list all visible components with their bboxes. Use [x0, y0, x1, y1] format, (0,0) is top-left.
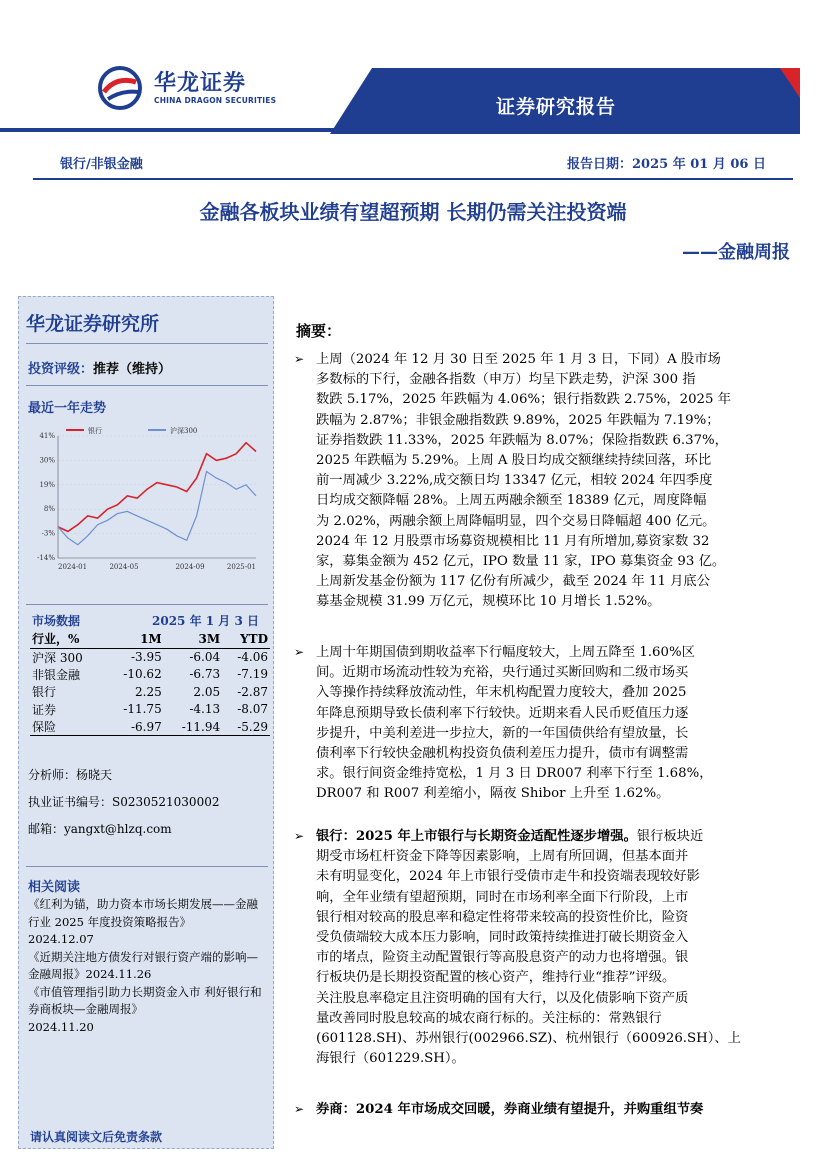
table-cell: -10.62: [123, 667, 162, 682]
text-line: 前一周减少 3.22%,成交额日均 13347 亿元，相较 2024 年四季度: [316, 473, 713, 489]
table-cell: -4.13: [189, 702, 221, 717]
rating-label: 投资评级：: [28, 362, 94, 377]
column-header: 1M: [105, 630, 163, 648]
table-row: [30, 666, 270, 684]
table-cell: -11.75: [123, 702, 162, 717]
sidebar-divider: [26, 604, 268, 605]
x-tick-label: 2025-01: [226, 563, 256, 571]
table-cell: 沪深 300: [32, 650, 83, 665]
broker-heading: 券商：2024 年市场成交回暖，券商业绩有望提升，并购重组节奏: [316, 1102, 704, 1117]
license-number: 执业证书编号：S0230521030002: [28, 795, 220, 809]
text-line: DR007 和 R007 利差缩小，隔夜 Shibor 上升至 1.62%。: [316, 786, 670, 802]
y-tick-label: 8%: [43, 505, 55, 514]
text-line: 关注股息率稳定且注资明确的国有大行，以及化债影响下资产质: [316, 990, 689, 1006]
bullet-arrow-icon: ➢: [294, 1102, 305, 1116]
text-line: 家，募集金额为 452 亿元，IPO 数量 11 家，IPO 募集资金 93 亿。: [316, 554, 726, 570]
table-cell: -6.04: [189, 650, 221, 664]
legend-label: 沪深300: [170, 427, 198, 435]
header-divider: [33, 178, 793, 180]
sidebar-divider: [26, 385, 268, 386]
sidebar-divider: [26, 343, 268, 344]
text-line: 间。近期市场流动性较为充裕，央行通过买断回购和二级市场买: [316, 665, 689, 681]
x-tick-label: 2024-09: [175, 563, 205, 571]
table-cell: -3.95: [130, 650, 162, 664]
table-header-row: [30, 630, 270, 648]
institute-name: 华龙证券研究所: [26, 313, 160, 335]
related-item[interactable]: 《红利为锚，助力资本市场长期发展——金融行业 2025 年度投资策略报告》: [28, 897, 258, 929]
header-banner: [0, 68, 826, 138]
market-data-table: [30, 630, 270, 736]
text-line: 2024 年 12 月股票市场募资规模相比 11 月有所增加,募资家数 32: [316, 533, 710, 549]
text-line: 债利率下行较快金融机构投资负债利差压力提升，债市有调整需: [316, 746, 689, 762]
column-header: 行业，%: [30, 630, 105, 648]
text-line: 多数标的下行，金融各指数（申万）均呈下跌走势，沪深 300 指: [316, 372, 696, 388]
series-line: [58, 443, 256, 532]
text-line: 量改善同时股息较高的城农商行标的。关注标的：常熟银行: [316, 1010, 662, 1026]
table-row: [30, 718, 270, 736]
analyst-name: 分析师：杨晓天: [28, 768, 113, 782]
text-line: 为 2.02%，两融余额上周降幅明显，四个交易日降幅超 400 亿元。: [316, 513, 716, 529]
abstract-bond-paragraph: [316, 643, 792, 805]
trend-chart-title: 最近一年走势: [28, 401, 107, 416]
table-row: [30, 683, 270, 701]
y-tick-label: 19%: [39, 480, 55, 489]
bullet-arrow-icon: ➢: [294, 645, 305, 659]
investment-rating: [28, 358, 171, 377]
report-subtitle: ——金融周报: [682, 242, 790, 263]
table-cell: 2.05: [193, 684, 221, 699]
abstract-broker-paragraph: [316, 1100, 792, 1120]
abstract-market-paragraph: [316, 350, 792, 613]
table-cell: -6.97: [105, 718, 163, 736]
text-line: (601128.SH)、苏州银行(002966.SZ)、杭州银行（600926.SH）、上: [316, 1031, 741, 1047]
text-line: 行板块仍是长期投资配置的核心资产，维持行业“推荐”评级。: [316, 970, 676, 986]
abstract-bank-paragraph: [316, 827, 792, 1069]
company-name-en: CHINA DRAGON SECURITIES: [154, 96, 277, 105]
table-cell: -6.73: [189, 667, 221, 682]
text-line: 上周十年期国债到期收益率下行幅度较大，上周五降至 1.60%区: [316, 645, 695, 660]
text-line: 日均成交额降幅 28%。上周五两融余额至 18389 亿元，周度降幅: [316, 493, 707, 509]
text-line: 市的堵点，险资主动配置银行等高股息资产的动力也将增强。银: [316, 950, 689, 966]
text-line: 求。银行间资金维持宽松，1 月 3 日 DR007 利率下行至 1.68%，: [316, 766, 713, 782]
text-line: 响，全年业绩有望超预期，同时在市场利率全面下行阶段，上市: [316, 889, 689, 905]
y-tick-label: -3%: [41, 529, 55, 538]
table-cell: -5.29: [222, 718, 270, 736]
related-reading-list: [28, 896, 268, 1036]
text-line: 期受市场杠杆资金下降等因素影响，上周有所回调，但基本面并: [316, 849, 689, 865]
disclaimer-note: 请认真阅读文后免责条款: [30, 1130, 163, 1144]
table-cell: 证券: [32, 702, 57, 717]
report-date: 报告日期：2025 年 01 月 06 日: [567, 157, 766, 172]
y-tick-label: 30%: [39, 456, 55, 465]
text-line: 上周新发基金份额为 117 亿份有所减少，截至 2024 年 11 月底公: [316, 574, 711, 590]
text-line: 受负债端较大成本压力影响，同时政策持续推进打破长期资金入: [316, 930, 689, 946]
report-type-label: 证券研究报告: [496, 96, 617, 118]
text-line: 跌幅为 2.87%；非银金融指数跌 9.89%，2025 年跌幅为 7.19%；: [316, 412, 720, 428]
table-cell: 银行: [32, 685, 57, 700]
text-line: [316, 827, 792, 847]
related-item[interactable]: 《近期关注地方债发行对银行资产端的影响—金融周报》2024.11.26: [28, 949, 258, 981]
market-data-date: 2025 年 1 月 3 日: [152, 614, 259, 628]
table-row: [30, 701, 270, 719]
sidebar-divider: [26, 866, 268, 867]
table-cell: 2.25: [135, 684, 162, 699]
table-cell: -7.19: [237, 667, 268, 682]
column-header: YTD: [222, 630, 270, 648]
bullet-arrow-icon: ➢: [294, 829, 305, 843]
table-cell: 保险: [30, 718, 105, 736]
related-item-date: 2024.12.07: [28, 932, 94, 946]
text-line: 证券指数跌 11.33%，2025 年跌幅为 8.07%；保险指数跌 6.37%，: [316, 432, 728, 448]
text-line: 银行相对较高的股息率和稳定性将带来较高的投资性价比，险资: [316, 909, 689, 925]
table-cell: -2.87: [237, 684, 268, 699]
trend-chart: [28, 420, 268, 576]
bank-heading: 银行：2025 年上市银行与长期资金适配性逐步增强。: [316, 829, 637, 844]
related-item-date: 2024.11.20: [28, 1019, 94, 1034]
related-reading-title: 相关阅读: [28, 880, 81, 895]
related-item[interactable]: 《市值管理指引助力长期资金入市 利好银行和券商板块—金融周报》: [28, 984, 262, 1016]
rating-value: 推荐（维持）: [93, 362, 172, 377]
table-cell: 非银金融: [32, 667, 81, 682]
text-line: 未有明显变化，2024 年上市银行受债市走牛和投资端表现较好影: [316, 869, 700, 885]
bank-heading-rest: 银行板块近: [636, 829, 704, 844]
text-line: 2025 年跌幅为 5.29%。上周 A 股日均成交额继续持续回落，环比: [316, 453, 712, 469]
x-tick-label: 2024-01: [58, 563, 88, 571]
market-data-title: 市场数据: [32, 614, 81, 628]
text-line: 海银行（601229.SH）。: [316, 1051, 465, 1067]
column-header: 3M: [164, 630, 222, 648]
bullet-arrow-icon: ➢: [294, 352, 305, 366]
text-line: 募基金规模 31.99 万亿元，规模环比 10 月增长 1.52%。: [316, 594, 661, 610]
abstract-title: 摘要：: [296, 322, 342, 340]
table-cell: -8.07: [237, 702, 268, 717]
text-line: 数跌 5.17%，2025 年跌幅为 4.06%；银行指数跌 2.75%，2025 年: [316, 392, 731, 408]
text-line: 上周（2024 年 12 月 30 日至 2025 年 1 月 3 日，下同）A 股市场: [316, 352, 721, 367]
text-line: 入等操作持续释放流动性，年末机构配置力度较大，叠加 2025: [316, 685, 687, 701]
legend-label: 银行: [88, 427, 102, 435]
y-tick-label: -14%: [37, 554, 55, 562]
table-cell: -4.06: [237, 650, 268, 664]
analyst-email: 邮箱：yangxt@hlzq.com: [28, 822, 172, 836]
y-tick-label: 41%: [39, 432, 55, 440]
text-line: 步提升，中美利差进一步拉大，新的一年国债供给有望放量，长: [316, 725, 689, 741]
company-name-cn: 华龙证券: [154, 71, 247, 96]
text-line: 年降息预期导致长债利率下行较快。近期来看人民币贬值压力逐: [316, 705, 689, 721]
table-row: [30, 648, 270, 666]
x-tick-label: 2024-05: [109, 563, 139, 571]
industry-category: 银行/非银金融: [60, 157, 143, 172]
report-title: 金融各板块业绩有望超预期 长期仍需关注投资端: [199, 200, 627, 224]
table-cell: -11.94: [164, 718, 222, 736]
